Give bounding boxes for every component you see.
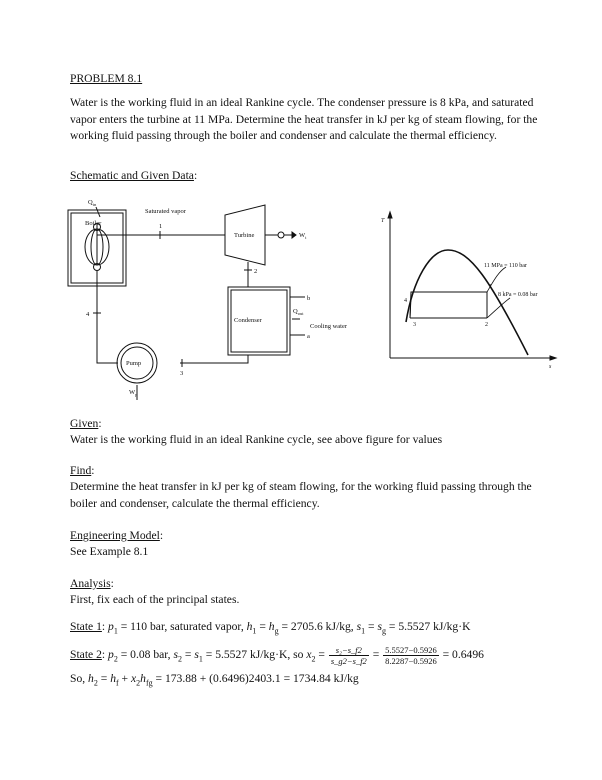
wt-label: $W_t$ [299, 232, 307, 240]
model-heading-colon: : [159, 529, 164, 542]
state1-text-d: = 5.5527 kJ/kg·K [385, 620, 471, 633]
problem-title: PROBLEM 8.1 [70, 72, 143, 85]
line-state4 [97, 271, 118, 363]
h2-prefix: So, [70, 672, 89, 685]
ts-state4-label: 4 [404, 298, 407, 304]
state1-h-sub: 1 [252, 626, 257, 636]
turbine-label: Turbine [234, 232, 255, 239]
state2-line [70, 645, 484, 666]
state3-label: 3 [180, 370, 184, 377]
state2-s1: s [194, 648, 199, 662]
line-state3 [180, 355, 248, 363]
analysis-heading-text: Analysis [70, 577, 111, 590]
turbine-shaft-end [278, 232, 284, 238]
schematic-heading-colon: : [193, 169, 198, 182]
qin-arrow [96, 207, 100, 217]
a-label: a [307, 333, 310, 340]
ts-state3-label: 3 [413, 322, 416, 328]
boiler-label: Boiler [85, 220, 102, 227]
h2-h: h [88, 672, 94, 685]
state2-result: = 0.6496 [439, 648, 484, 662]
ts-state1-label: 1 [489, 284, 492, 290]
wp-label: $W_p$ [129, 389, 138, 397]
state1-p: p [108, 620, 114, 633]
state1-eq2: = [365, 620, 378, 633]
quality-fraction-numeric-num: 5.5527−0.5926 [385, 645, 437, 655]
t-axis-label: T [381, 218, 385, 224]
model-heading [70, 528, 163, 544]
quality-fraction-numeric-den: 8.2287−0.5926 [385, 656, 437, 666]
h2-x2: x [131, 672, 137, 685]
state2-eq2: = [315, 648, 328, 662]
state1-s-sub: 1 [361, 626, 366, 636]
s-axis-label: s [549, 364, 552, 370]
state1-colon: : [101, 620, 109, 633]
ts-state2-label: 2 [485, 322, 488, 328]
qin-label: $Q_{in}$ [88, 199, 97, 207]
state1-hg: h [268, 620, 275, 633]
quality-fraction-symbolic-den: s_g2−s_f2 [330, 656, 367, 666]
state1-eq1: = [256, 620, 269, 633]
state1-p-sub: 1 [113, 626, 118, 636]
state2-s2: s [173, 648, 178, 662]
analysis-heading [70, 576, 114, 592]
state2-p: p [108, 648, 114, 662]
problem-statement: Water is the working fluid in an ideal Rankine cycle. The condenser pressure is 8 kPa, and saturated vapor enters the turbine at 11 MPa. Determine the heat transfer in kJ per kg of steam flowing, for the working fluid passing through the boiler and condenser and calculate the thermal efficiency. [70, 96, 538, 142]
high-pressure-label: 11 MPa = 110 bar [484, 263, 527, 269]
condenser-label: Condenser [234, 317, 262, 324]
given-heading-text: Given [70, 417, 99, 430]
low-pressure-label: 8 kPa = 0.08 bar [498, 292, 538, 298]
analysis-text: First, fix each of the principal states. [70, 593, 240, 606]
state2-colon: : [101, 648, 109, 662]
state2-x-sub: 2 [311, 654, 316, 664]
state1-hg-sub: g [274, 626, 279, 636]
find-heading-colon: : [91, 464, 95, 477]
h2-line [70, 671, 359, 687]
cooling-water-label: Cooling water [310, 323, 348, 330]
state2-heading: State 2 [70, 648, 102, 662]
h2-plus: + [118, 672, 131, 685]
analysis-heading-colon: : [110, 577, 114, 590]
state1-line [70, 619, 470, 635]
state1-sg-sub: g [381, 626, 386, 636]
state1-text-c: = 2705.6 kJ/kg, [278, 620, 357, 633]
quality-fraction-symbolic [329, 645, 369, 666]
h2-hf: h [110, 672, 116, 685]
given-heading-colon: : [98, 417, 102, 430]
state1-text-b: = 110 bar, saturated vapor, [117, 620, 247, 633]
process-4-1 [410, 292, 487, 318]
state2-eq3: = [369, 648, 383, 662]
find-text: Determine the heat transfer in kJ per kg of steam flowing, for the working fluid passing through the boiler and condenser, calculate the thermal efficiency. [70, 480, 532, 510]
state2-s1-sub: 1 [198, 654, 203, 664]
state1-s: s [356, 620, 362, 633]
given-text: Water is the working fluid in an ideal Rankine cycle, see above figure for values [70, 433, 443, 446]
b-label: b [307, 295, 311, 302]
state2-label: 2 [254, 268, 258, 275]
state4-label: 4 [86, 311, 90, 318]
saturated-vapor-label: Saturated vapor [145, 208, 186, 215]
state1-sg: s [377, 620, 382, 633]
process-3-4 [410, 296, 411, 318]
qout-label: $Q_{out}$ [293, 308, 304, 316]
model-heading-text: Engineering Model [70, 529, 160, 542]
state1-h: h [246, 620, 253, 633]
state2-x: x [306, 648, 312, 662]
h2-hfg-sub: fg [145, 678, 153, 688]
h2-x2-sub: 2 [136, 678, 141, 688]
state1-label: 1 [159, 223, 163, 230]
quality-fraction-numeric [383, 645, 439, 666]
cooling-water-loop [290, 297, 305, 335]
state2-text-c: = 5.5527 kJ/kg·K, so [202, 648, 307, 662]
rankine-schematic [60, 195, 390, 410]
schematic-heading [70, 168, 197, 184]
h2-eq1: = [97, 672, 111, 685]
pump-label: Pump [126, 360, 142, 367]
state2-eq1: = [182, 648, 195, 662]
h2-hf-sub: f [115, 678, 119, 688]
find-heading [70, 463, 95, 479]
state1-heading: State 1 [70, 620, 102, 633]
h2-h-sub: 2 [93, 678, 98, 688]
h2-hfg: h [140, 672, 146, 685]
state2-s2-sub: 2 [178, 654, 182, 664]
schematic-heading-text: Schematic and Given Data [70, 169, 194, 182]
quality-fraction-symbolic-num: s₂−s_f2 [329, 645, 369, 656]
state2-p-sub: 2 [113, 654, 118, 664]
s-axis-arrowhead [550, 356, 556, 360]
state2-text-b: = 0.08 bar, [117, 648, 174, 662]
t-axis-arrowhead [388, 212, 392, 218]
given-heading [70, 416, 102, 432]
model-text: See Example 8.1 [70, 545, 149, 558]
find-heading-text: Find [70, 464, 92, 477]
ts-diagram [378, 210, 558, 375]
h2-rest: = 173.88 + (0.6496)2403.1 = 1734.84 kJ/kg [152, 672, 359, 685]
wt-arrowhead [292, 232, 296, 238]
